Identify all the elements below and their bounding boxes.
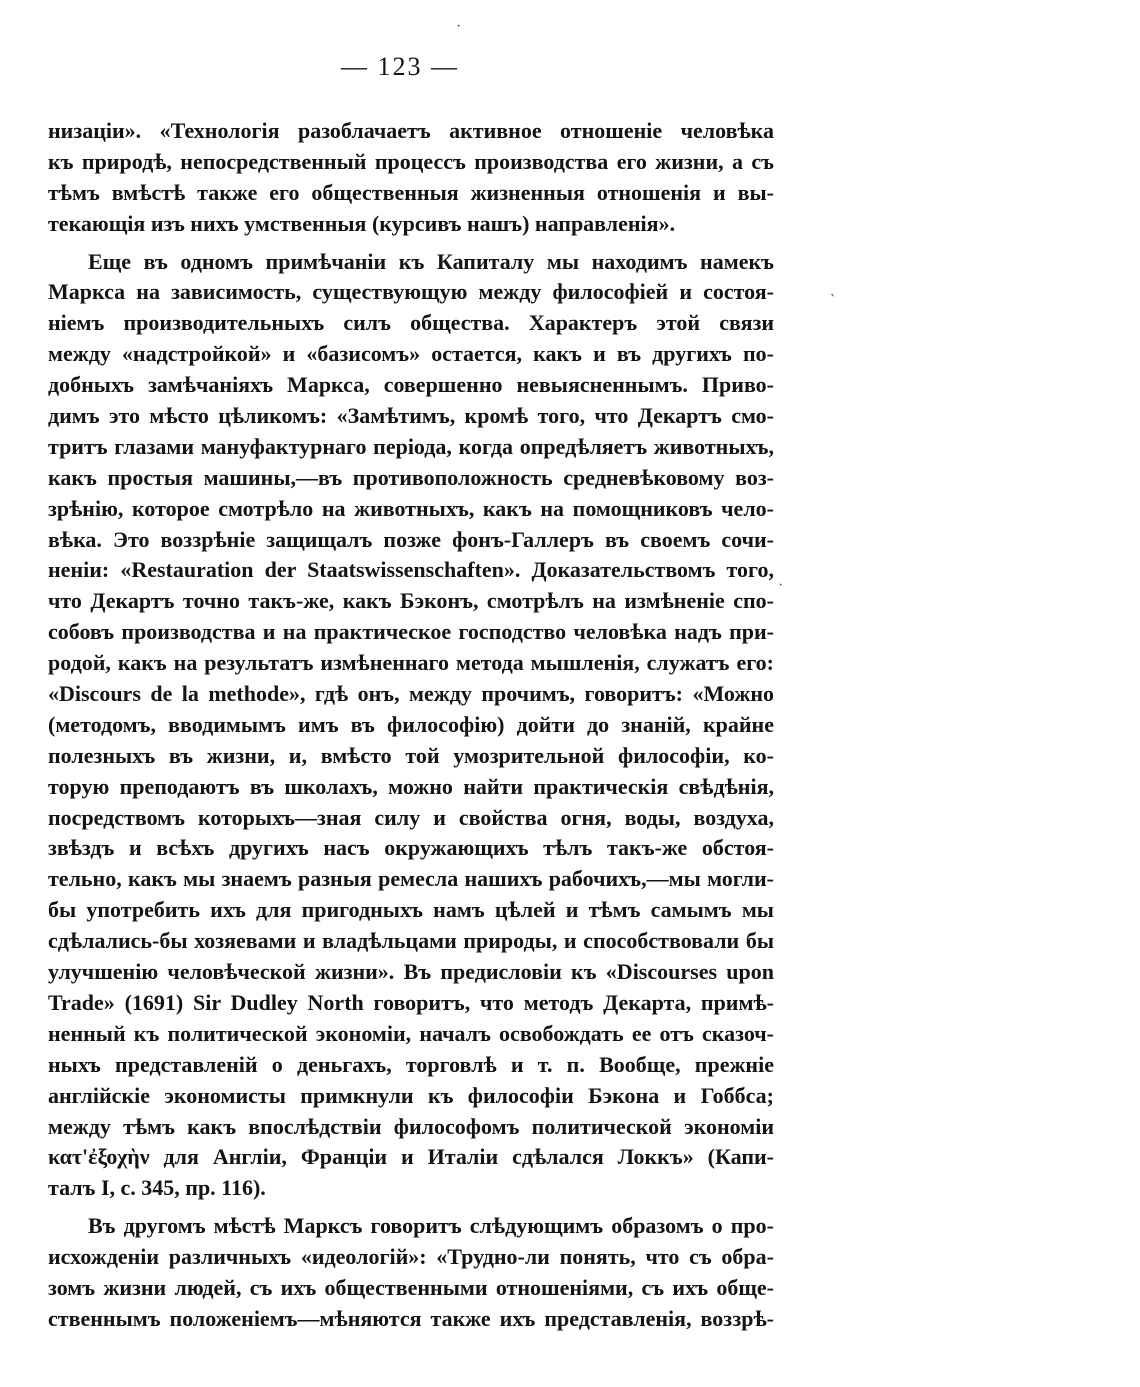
text-line: вѣка. Это воззрѣніе защищалъ позже фонъ-Галлеръ въ своемъ сочи- (48, 526, 774, 552)
page-number: — 123 — (341, 52, 459, 81)
text-line: ненный къ политической экономіи, началъ освобождать ее отъ сказоч- (48, 1020, 774, 1046)
text-line: ственнымъ положеніемъ—мѣняются также ихъ представленія, воззрѣ- (48, 1305, 774, 1331)
text-line: между «надстройкой» и «базисомъ» остается, какъ и въ другихъ по- (48, 341, 774, 367)
text-line: низаціи». «Технологія разоблачаетъ активное отношеніе человѣка (48, 118, 774, 143)
paragraph-2 (48, 247, 774, 1205)
text-line: тритъ глазами мануфактурнаго періода, когда опредѣляетъ животныхъ, (48, 433, 774, 459)
text-line: улучшенію человѣческой жизни». Въ предисловіи къ «Discourses upon (48, 959, 774, 985)
text-line: Trade» (1691) Sir Dudley North говоритъ, что методъ Декарта, примѣ- (48, 989, 774, 1015)
text-line: зомъ жизни людей, съ ихъ общественными отношеніями, съ ихъ обще- (48, 1274, 774, 1300)
text-line: между тѣмъ какъ впослѣдствіи философомъ политической экономіи (48, 1113, 774, 1139)
paragraph-1 (48, 116, 774, 240)
text-line: димъ это мѣсто цѣликомъ: «Замѣтимъ, кромѣ того, что Декартъ смо- (48, 403, 774, 429)
text-line: добныхъ замѣчаніяхъ Маркса, совершенно невыясненнымъ. Приво- (48, 372, 774, 398)
text-line: κατ'ἐξοχὴν для Англіи, Франціи и Италіи сдѣлался Локкъ» (Капи- (48, 1144, 774, 1170)
text-line: (методомъ, вводимымъ имъ въ философію) дойти до знаній, крайне (48, 711, 774, 737)
text-line: что Декартъ точно такъ-же, какъ Бэконъ, смотрѣлъ на измѣненіе спо- (48, 588, 774, 614)
body-text (48, 116, 774, 1335)
text-line: тѣмъ вмѣстѣ также его общественныя жизненныя отношенія и вы- (48, 179, 774, 205)
text-line: бы употребить ихъ для пригодныхъ намъ цѣлей и тѣмъ самымъ мы (48, 897, 774, 923)
text-line: къ природѣ, непосредственный процессъ производства его жизни, а съ (48, 148, 774, 174)
text-line: ныхъ представленій о деньгахъ, торговлѣ и т. п. Вообще, прежніе (48, 1051, 774, 1077)
text-line: ніемъ производительныхъ силъ общества. Характеръ этой связи (48, 310, 774, 336)
text-line: звѣздъ и всѣхъ другихъ насъ окружающихъ тѣлъ такъ-же обстоя- (48, 835, 774, 861)
text-line: текающія изъ нихъ умственныя (курсивъ нашъ) направленія». (48, 210, 676, 236)
scan-speck: · (778, 577, 784, 594)
text-line: зрѣнію, которое смотрѣло на животныхъ, какъ на помощниковъ чело- (48, 495, 774, 521)
text-line: собовъ производства и на практическое господство человѣка надъ при- (48, 619, 774, 645)
text-line: Въ другомъ мѣстѣ Марксъ говоритъ слѣдующимъ образомъ о про- (88, 1213, 774, 1239)
text-line: сдѣлались-бы хозяевами и владѣльцами природы, и способствовали бы (48, 928, 774, 954)
scan-speck: ˏ (830, 280, 836, 297)
text-line: Еще въ одномъ примѣчаніи къ Капиталу мы находимъ намекъ (88, 248, 774, 274)
text-line: талъ I, с. 345, пр. 116). (48, 1175, 266, 1201)
paragraph-3 (48, 1211, 774, 1335)
text-line: посредствомъ которыхъ—зная силу и свойства огня, воды, воздуха, (48, 804, 774, 830)
text-line: полезныхъ въ жизни, и, вмѣсто той умозрительной философіи, ко- (48, 742, 774, 768)
text-line: неніи: «Restauration der Staatswissenschaften». Доказательствомъ того, (48, 557, 774, 583)
text-line: тельно, какъ мы знаемъ разныя ремесла нашихъ рабочихъ,—мы могли- (48, 866, 774, 892)
scan-speck: · (456, 18, 462, 35)
text-line: Маркса на зависимость, существующую между философіей и состоя- (48, 279, 774, 305)
text-line: «Discours de la methode», гдѣ онъ, между прочимъ, говоритъ: «Можно (48, 681, 774, 707)
text-line: родой, какъ на результатъ измѣненнаго метода мышленія, служатъ его: (48, 650, 774, 676)
text-line: англійскіе экономисты примкнули къ философіи Бэкона и Гоббса; (48, 1082, 774, 1108)
text-line: исхожденіи различныхъ «идеологій»: «Трудно-ли понять, что съ обра- (48, 1244, 774, 1270)
text-line: торую преподаютъ въ школахъ, можно найти практическія свѣдѣнія, (48, 773, 774, 799)
text-line: какъ простыя машины,—въ противоположность средневѣковому воз- (48, 464, 774, 490)
